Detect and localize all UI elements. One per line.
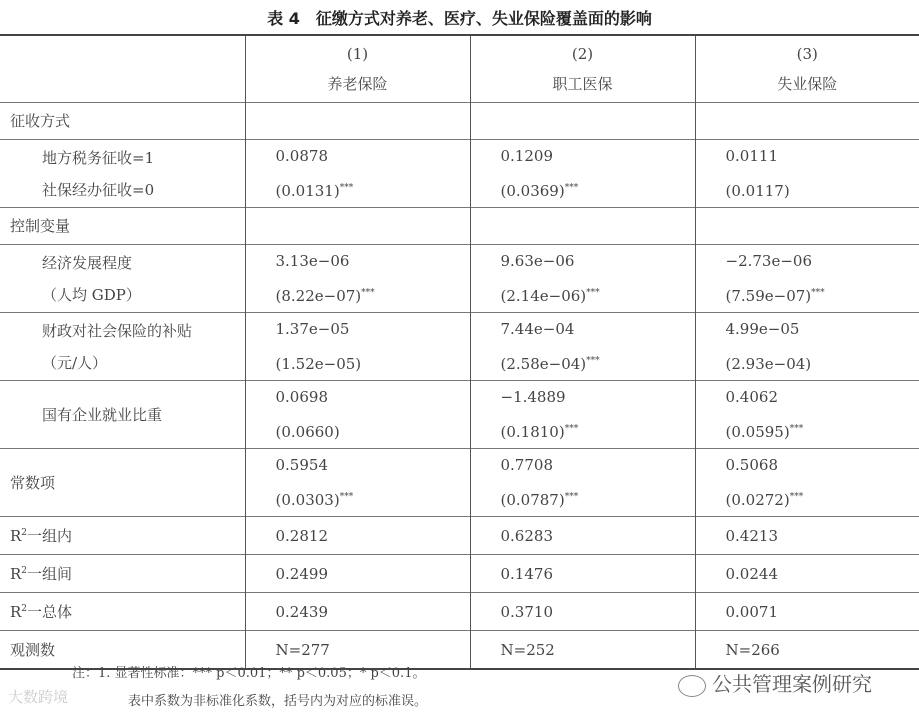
- column-number: (3): [796, 45, 818, 63]
- row-label-text: 一总体: [27, 603, 73, 621]
- row-label: [0, 517, 245, 555]
- table-row: [0, 381, 919, 449]
- value-cell: [245, 593, 470, 631]
- coefficient: 0.0698: [275, 388, 328, 406]
- superscript: 2: [21, 528, 28, 538]
- standard-error: [726, 277, 919, 312]
- standard-error-value: (0.0303): [275, 491, 340, 509]
- standard-error: [726, 481, 919, 516]
- value-cell: [470, 313, 695, 381]
- value-cell: [245, 449, 470, 517]
- row-label: [0, 140, 245, 208]
- coefficient: 3.13e−06: [275, 252, 350, 270]
- table-row: [0, 449, 919, 517]
- table-row: [0, 313, 919, 381]
- value: 0.2499: [275, 564, 328, 583]
- value: 0.3710: [500, 602, 553, 621]
- watermark-left: 大数跨境: [8, 688, 69, 706]
- row-label-text: （元/人）: [42, 353, 108, 372]
- value-cell: [695, 103, 919, 140]
- table-row: [0, 208, 919, 245]
- value-cell: [695, 313, 919, 381]
- row-label-text: R: [10, 527, 22, 545]
- row-label: [0, 208, 245, 245]
- value-cell: [470, 593, 695, 631]
- value: 0.4213: [725, 526, 778, 545]
- row-label: [0, 593, 245, 631]
- column-name: 职工医保: [552, 75, 613, 93]
- significance-stars: ***: [811, 288, 825, 298]
- value: 0.2439: [275, 602, 328, 621]
- standard-error: [501, 481, 695, 516]
- row-label: [0, 555, 245, 593]
- standard-error-value: (0.0660): [275, 423, 340, 441]
- watermark-text: 公共管理案例研究: [712, 672, 872, 696]
- row-label-text: 地方税务征收=1: [42, 148, 155, 167]
- coefficient: 0.5068: [725, 456, 778, 474]
- value-cell: [695, 631, 919, 670]
- standard-error-value: (1.52e−05): [275, 355, 362, 373]
- value-cell: [695, 245, 919, 313]
- table-title: 表 4 征缴方式对养老、医疗、失业保险覆盖面的影响: [267, 9, 652, 28]
- value-cell: [695, 555, 919, 593]
- column-name: 养老保险: [327, 75, 388, 93]
- row-label-text: 财政对社会保险的补贴: [42, 321, 193, 340]
- standard-error: [276, 277, 470, 312]
- coefficient: −2.73e−06: [725, 252, 812, 270]
- coefficient: 0.7708: [500, 456, 553, 474]
- row-label-text: 社保经办征收=0: [42, 180, 155, 199]
- value: 0.1476: [500, 564, 553, 583]
- superscript: 2: [21, 566, 28, 576]
- value-cell: [470, 631, 695, 670]
- standard-error: [726, 413, 919, 448]
- significance-stars: ***: [339, 492, 354, 502]
- standard-error-value: (0.0369): [500, 182, 565, 200]
- table-row: [0, 245, 919, 313]
- value-cell: [245, 140, 470, 208]
- significance-stars: ***: [361, 288, 375, 298]
- table-row: [0, 593, 919, 631]
- value-cell: [695, 208, 919, 245]
- value-cell: [470, 140, 695, 208]
- value: 0.0071: [725, 602, 778, 621]
- value-cell: [695, 381, 919, 449]
- superscript: 2: [21, 604, 28, 614]
- row-label: [0, 245, 245, 313]
- standard-error-value: (0.0117): [725, 182, 790, 200]
- value-cell: [245, 208, 470, 245]
- column-header: [695, 35, 919, 103]
- table-row: [0, 140, 919, 208]
- value-cell: [695, 593, 919, 631]
- standard-error-value: (8.22e−07): [275, 287, 362, 305]
- standard-error-value: (0.0595): [725, 423, 790, 441]
- value-cell: [470, 449, 695, 517]
- significance-stars: ***: [789, 424, 804, 434]
- regression-table: [0, 34, 919, 670]
- value-cell: [470, 555, 695, 593]
- value-cell: [245, 381, 470, 449]
- standard-error-value: (2.58e−04): [500, 355, 587, 373]
- row-label-text: 常数项: [10, 473, 56, 492]
- value: N=266: [725, 640, 780, 659]
- significance-stars: ***: [564, 424, 579, 434]
- value: 0.2812: [275, 526, 328, 545]
- standard-error: [276, 172, 470, 207]
- value-cell: [245, 313, 470, 381]
- table-row: [0, 555, 919, 593]
- value: 0.0244: [725, 564, 778, 583]
- coefficient: 0.0878: [275, 147, 328, 165]
- standard-error-value: (0.1810): [500, 423, 565, 441]
- watermark-right: [678, 668, 872, 697]
- table-row: [0, 103, 919, 140]
- coefficient: 7.44e−04: [500, 320, 575, 338]
- row-label-text: 一组内: [27, 527, 73, 545]
- value-cell: [470, 103, 695, 140]
- standard-error-value: (7.59e−07): [725, 287, 812, 305]
- value: N=277: [275, 640, 330, 659]
- table-row: [0, 517, 919, 555]
- row-label-text: （人均 GDP）: [42, 285, 141, 304]
- standard-error-value: (2.93e−04): [725, 355, 812, 373]
- value-cell: [470, 245, 695, 313]
- row-label-text: 征收方式: [10, 112, 71, 130]
- row-label-text: R: [10, 565, 22, 583]
- coefficient: 4.99e−05: [725, 320, 800, 338]
- standard-error: [501, 345, 695, 380]
- standard-error-value: (2.14e−06): [500, 287, 587, 305]
- column-name: 失业保险: [777, 75, 838, 93]
- coefficient: 0.4062: [725, 388, 778, 406]
- standard-error: [501, 172, 695, 207]
- coefficient: 9.63e−06: [500, 252, 575, 270]
- value-cell: [470, 517, 695, 555]
- column-number: (1): [346, 45, 369, 63]
- column-header: [470, 35, 695, 103]
- value-cell: [470, 381, 695, 449]
- value-cell: [695, 517, 919, 555]
- row-label-text: 一组间: [27, 565, 73, 583]
- wechat-icon: [678, 675, 706, 697]
- row-label: [0, 313, 245, 381]
- coefficient: 0.0111: [725, 147, 778, 165]
- significance-stars: ***: [564, 492, 579, 502]
- column-number: (2): [571, 45, 594, 63]
- standard-error: [726, 172, 919, 207]
- value-cell: [695, 140, 919, 208]
- coefficient: 1.37e−05: [275, 320, 350, 338]
- coefficient: 0.1209: [500, 147, 553, 165]
- value: 0.6283: [500, 526, 553, 545]
- standard-error-value: (0.0787): [500, 491, 565, 509]
- significance-stars: ***: [339, 183, 354, 193]
- row-label-text: R: [10, 603, 22, 621]
- significance-stars: ***: [789, 492, 804, 502]
- note-significance: 注：1. 显著性标准：*** p＜0.01；** p＜0.05；* p＜0.1。: [72, 666, 426, 681]
- column-header: [245, 35, 470, 103]
- value: N=252: [500, 640, 555, 659]
- standard-error: [276, 345, 470, 380]
- header-empty-cell: [0, 35, 245, 103]
- standard-error-value: (0.0272): [725, 491, 790, 509]
- significance-stars: ***: [564, 183, 579, 193]
- row-label-text: 国有企业就业比重: [42, 405, 163, 424]
- row-label-text: 控制变量: [10, 217, 71, 235]
- row-label: [0, 103, 245, 140]
- row-label: [0, 449, 245, 517]
- table-header-row: [0, 35, 919, 103]
- coefficient: 0.5954: [275, 456, 328, 474]
- row-label-text: 经济发展程度: [42, 253, 133, 272]
- row-label-text: 观测数: [10, 640, 56, 659]
- value-cell: [470, 208, 695, 245]
- value-cell: [245, 517, 470, 555]
- value-cell: [695, 449, 919, 517]
- value-cell: [245, 103, 470, 140]
- significance-stars: ***: [586, 356, 600, 366]
- standard-error: [501, 277, 695, 312]
- row-label: [0, 381, 245, 449]
- value-cell: [245, 245, 470, 313]
- standard-error: [276, 481, 470, 516]
- standard-error: [501, 413, 695, 448]
- standard-error: [726, 345, 919, 380]
- standard-error-value: (0.0131): [275, 182, 340, 200]
- standard-error: [276, 413, 470, 448]
- coefficient: −1.4889: [500, 388, 566, 406]
- value-cell: [245, 555, 470, 593]
- note-coefficients: 表中系数为非标准化系数，括号内为对应的标准误。: [128, 694, 428, 709]
- significance-stars: ***: [586, 288, 600, 298]
